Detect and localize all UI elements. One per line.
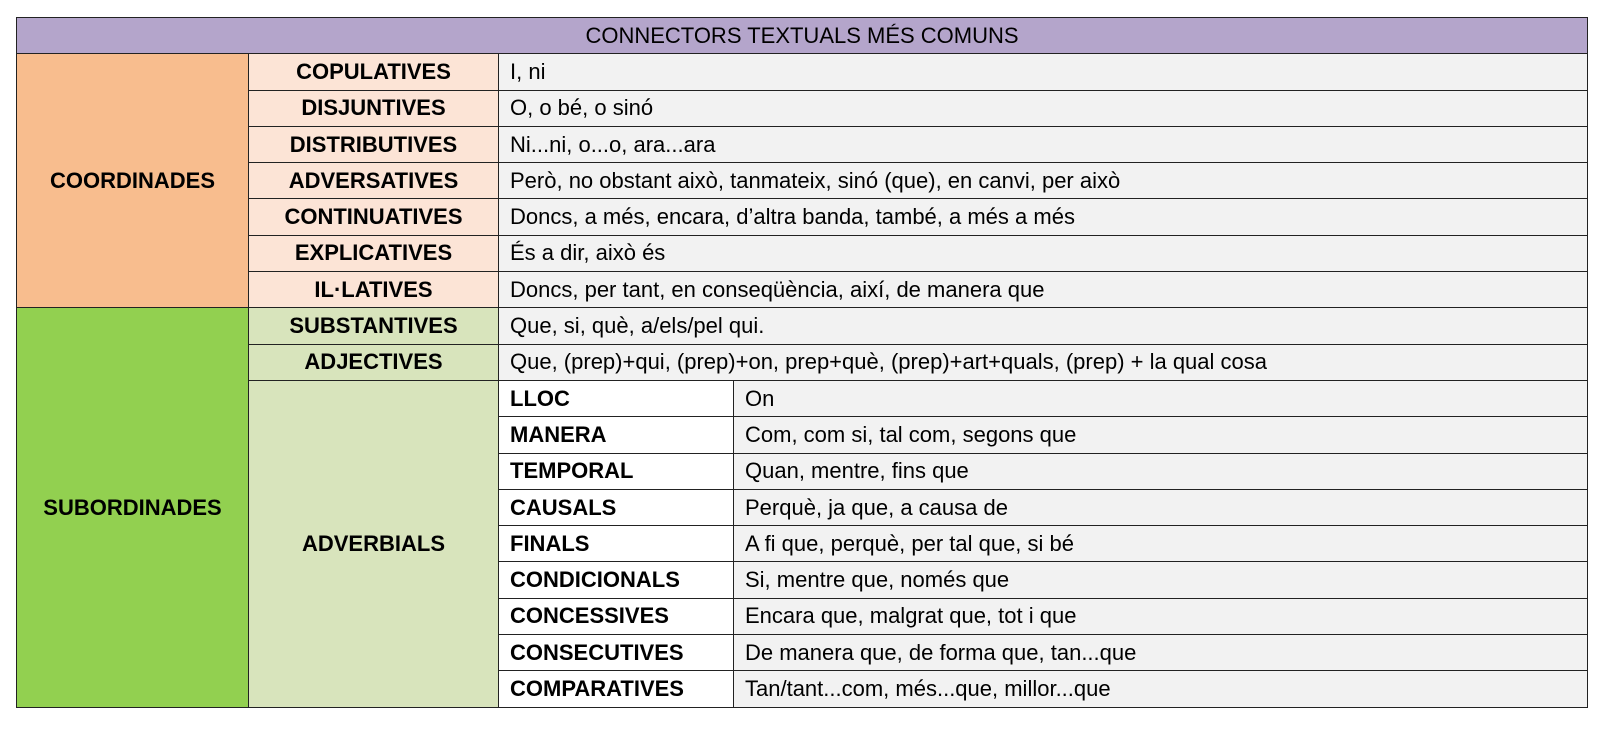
examples-lloc: On xyxy=(734,380,1588,416)
table-row xyxy=(17,163,1588,199)
subtype-condicionals: CONDICIONALS xyxy=(499,562,734,598)
type-disjuntives: DISJUNTIVES xyxy=(249,90,499,126)
type-adjectives: ADJECTIVES xyxy=(249,344,499,380)
group-coordinades: COORDINADES xyxy=(17,54,249,308)
type-adverbials: ADVERBIALS xyxy=(249,380,499,707)
examples-adjectives: Que, (prep)+qui, (prep)+on, prep+què, (prep)+art+quals, (prep) + la qual cosa xyxy=(499,344,1588,380)
type-continuatives: CONTINUATIVES xyxy=(249,199,499,235)
examples-disjuntives: O, o bé, o sinó xyxy=(499,90,1588,126)
type-illatives: IL·LATIVES xyxy=(249,272,499,308)
examples-temporal: Quan, mentre, fins que xyxy=(734,453,1588,489)
table-row xyxy=(17,126,1588,162)
table-row xyxy=(17,272,1588,308)
examples-concessives: Encara que, malgrat que, tot i que xyxy=(734,598,1588,634)
examples-distributives: Ni...ni, o...o, ara...ara xyxy=(499,126,1588,162)
examples-comparatives: Tan/tant...com, més...que, millor...que xyxy=(734,671,1588,707)
examples-consecutives: De manera que, de forma que, tan...que xyxy=(734,635,1588,671)
table-row xyxy=(17,90,1588,126)
examples-condicionals: Si, mentre que, només que xyxy=(734,562,1588,598)
subtype-lloc: LLOC xyxy=(499,380,734,416)
examples-illatives: Doncs, per tant, en conseqüència, així, de manera que xyxy=(499,272,1588,308)
table-row xyxy=(17,235,1588,271)
table-row xyxy=(17,308,1588,344)
subtype-consecutives: CONSECUTIVES xyxy=(499,635,734,671)
type-distributives: DISTRIBUTIVES xyxy=(249,126,499,162)
title-row xyxy=(17,18,1588,54)
subtype-temporal: TEMPORAL xyxy=(499,453,734,489)
type-explicatives: EXPLICATIVES xyxy=(249,235,499,271)
table-row xyxy=(17,344,1588,380)
subtype-concessives: CONCESSIVES xyxy=(499,598,734,634)
subtype-causals: CAUSALS xyxy=(499,489,734,525)
type-substantives: SUBSTANTIVES xyxy=(249,308,499,344)
examples-copulatives: I, ni xyxy=(499,54,1588,90)
examples-adversatives: Però, no obstant això, tanmateix, sinó (que), en canvi, per això xyxy=(499,163,1588,199)
table-title: CONNECTORS TEXTUALS MÉS COMUNS xyxy=(17,18,1588,54)
table-row xyxy=(17,380,1588,416)
subtype-finals: FINALS xyxy=(499,526,734,562)
examples-causals: Perquè, ja que, a causa de xyxy=(734,489,1588,525)
subtype-comparatives: COMPARATIVES xyxy=(499,671,734,707)
examples-manera: Com, com si, tal com, segons que xyxy=(734,417,1588,453)
type-adversatives: ADVERSATIVES xyxy=(249,163,499,199)
type-copulatives: COPULATIVES xyxy=(249,54,499,90)
connectors-table xyxy=(16,17,1588,708)
group-subordinades: SUBORDINADES xyxy=(17,308,249,707)
examples-explicatives: És a dir, això és xyxy=(499,235,1588,271)
examples-continuatives: Doncs, a més, encara, d’altra banda, també, a més a més xyxy=(499,199,1588,235)
examples-substantives: Que, si, què, a/els/pel qui. xyxy=(499,308,1588,344)
subtype-manera: MANERA xyxy=(499,417,734,453)
examples-finals: A fi que, perquè, per tal que, si bé xyxy=(734,526,1588,562)
table-row xyxy=(17,199,1588,235)
table-row xyxy=(17,54,1588,90)
